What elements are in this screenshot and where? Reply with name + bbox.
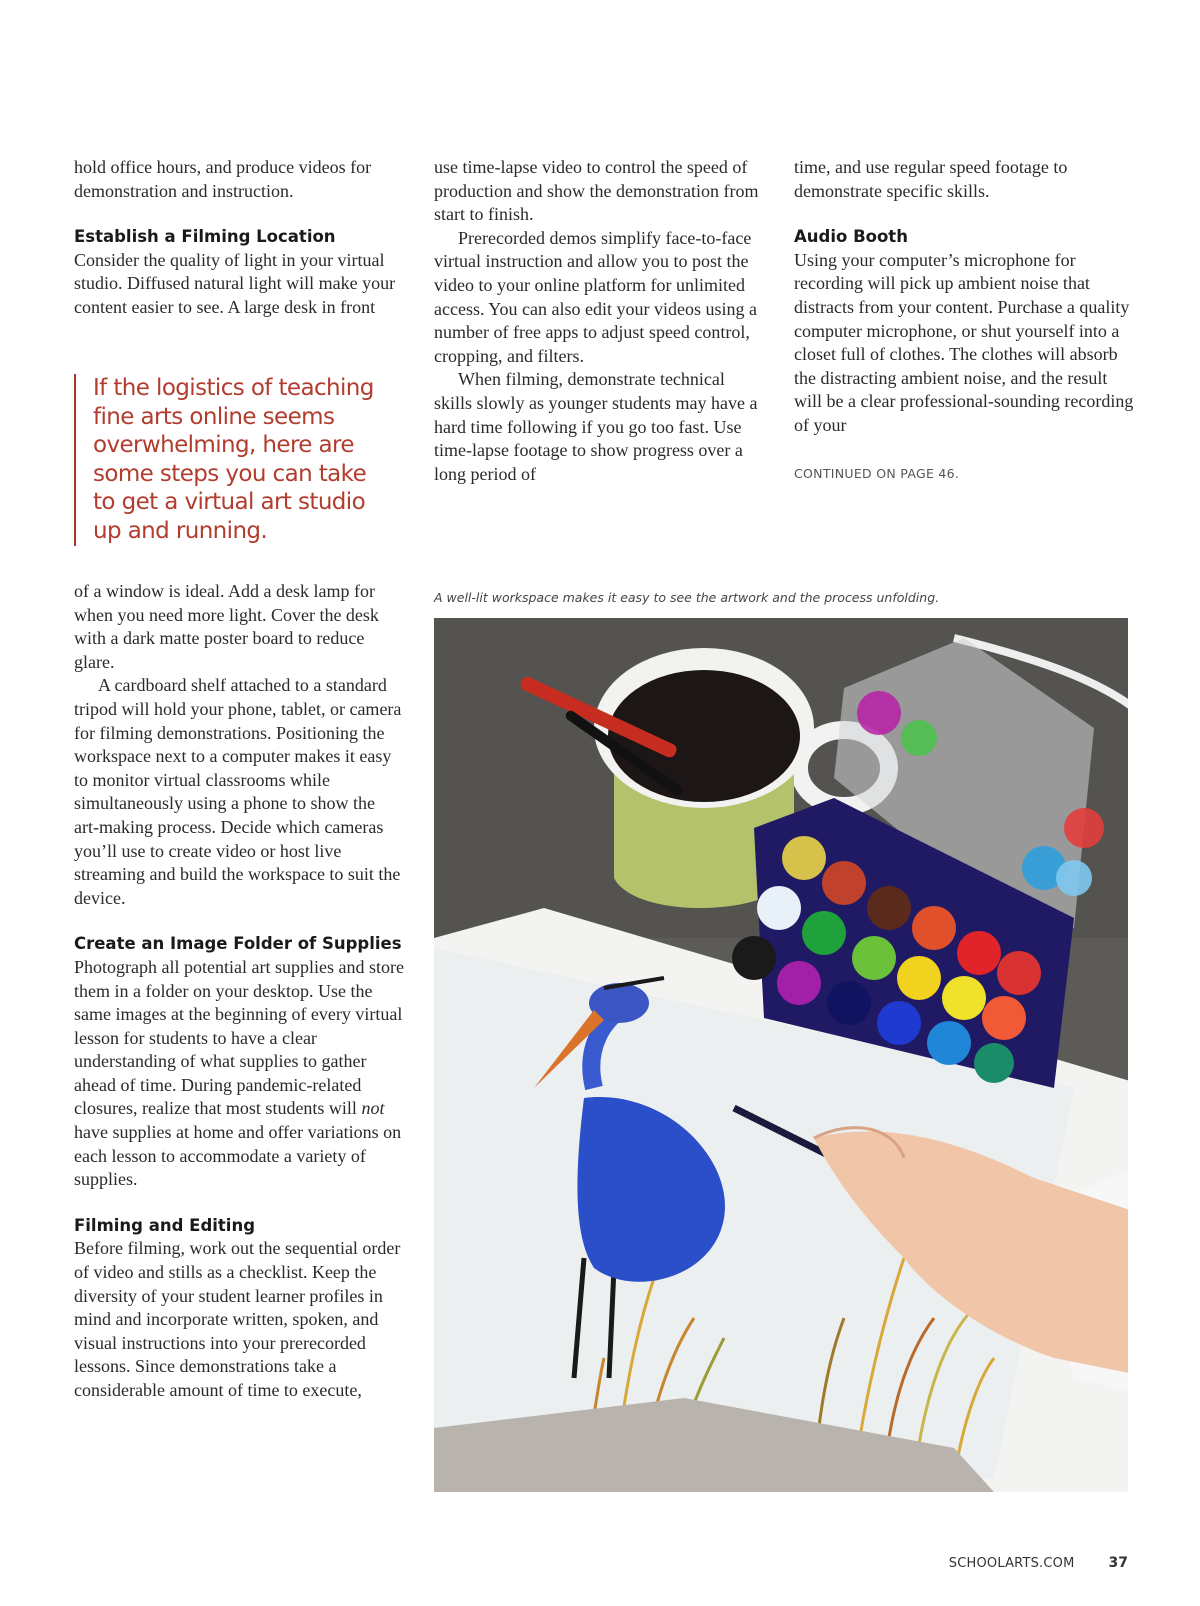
paragraph: Consider the quality of light in your virtual studio. Diffused natural light will make your content easier to see. A large desk in front (74, 249, 396, 317)
paragraph: time, and use regular speed footage to demonstrate specific skills. (794, 157, 1068, 201)
paragraph: Using your computer’s microphone for recording will pick up ambient noise that distracts from your content. Purchase a quality computer microphone, or shut yourself into a closet full of clothes. The clothes will absorb the distracting ambient noise, and the result will be a clear professional-sounding recording of your (794, 249, 1134, 435)
pull-quote: If the logistics of teaching fine arts online seems overwhelming, here are some steps you can take to get a virtual art studio up and running. (74, 374, 393, 546)
page-number: 37 (1108, 1555, 1128, 1571)
emphasis: not (361, 1098, 385, 1119)
section-heading-filming-location: Establish a Filming Location (74, 227, 336, 247)
column-3 (794, 156, 1134, 485)
section-heading-audio-booth: Audio Booth (794, 227, 908, 247)
section-heading-filming-editing: Filming and Editing (74, 1215, 256, 1235)
paragraph: of a window is ideal. Add a desk lamp for when you need more light. Cover the desk with a dark matte poster board to reduce glare. (74, 581, 379, 672)
paragraph: use time-lapse video to control the speed of production and show the demonstration from start to finish. (434, 157, 759, 225)
footer-website: SCHOOLARTS.COM (948, 1556, 1075, 1571)
page-footer (949, 1555, 1128, 1571)
section-heading-image-folder: Create an Image Folder of Supplies (74, 934, 402, 954)
paragraph: A cardboard shelf attached to a standard tripod will hold your phone, tablet, or camera for filming demonstrations. Positioning the workspace next to a computer makes it easy to monitor virtual classrooms while simultaneously using a phone to show the art-making process. Decide which cameras you’ll use to create video or host live streaming and build the workspace to suit the device. (74, 675, 402, 908)
workspace-photo (434, 618, 1128, 1492)
paragraph (74, 956, 404, 1192)
continued-note: CONTINUED ON PAGE 46. (794, 465, 960, 481)
text-run: have supplies at home and offer variations on each lesson to accommodate a variety of supplies. (74, 1122, 402, 1190)
paragraph: hold office hours, and produce videos for demonstration and instruction. (74, 157, 372, 201)
paragraph: Prerecorded demos simplify face-to-face virtual instruction and allow you to post the video to your online platform for unlimited access. You can also edit your videos using a number of free apps to adjust speed control, cropping, and filters. (434, 227, 757, 366)
text-run: Photograph all potential art supplies and store them in a folder on your desktop. Use the same images at the beginning of every virtual lesson for students to have a clear understanding of what supplies to gather ahead of time. During pandemic-related closures, realize that most students will (74, 956, 404, 1119)
workspace-illustration (434, 618, 1128, 1492)
paragraph: When filming, demonstrate technical skills slowly as younger students may have a hard time following if you go too fast. Use time-lapse footage to show progress over a long period of (434, 369, 758, 484)
paragraph: Before filming, work out the sequential order of video and stills as a checklist. Keep the diversity of your student learner profiles in mind and incorporate written, spoken, and visual instructions into your prerecorded lessons. Since demonstrations take a considerable amount of time to execute, (74, 1238, 401, 1400)
photo-caption: A well-lit workspace makes it easy to see the artwork and the process unfolding. (434, 590, 940, 605)
column-2 (434, 156, 764, 486)
column-1-top (74, 156, 404, 320)
column-1-bottom (74, 580, 404, 1403)
